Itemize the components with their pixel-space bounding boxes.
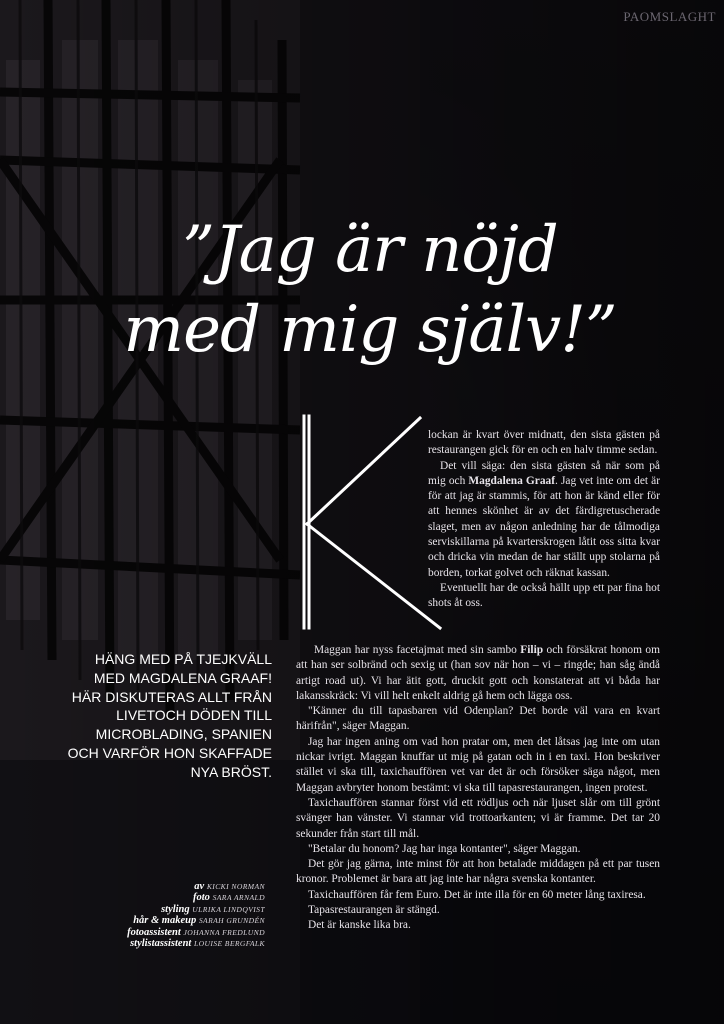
drop-cap-k — [296, 412, 446, 632]
intro-paragraph-3: Eventuellt har de också hällt upp ett par fina hot shots åt oss. — [428, 581, 660, 610]
body-paragraph: Jag har ingen aning om vad hon pratar om, men det låtsas jag inte om utan nickar ivrigt. Maggan knuffar ut mig på gatan och in i en taxi. Hon beskriver stället vi ska till, taxichauffören vet var det är och försöker säga något, men Maggan avbryter honom bestämt: vi ska till tapasrestaurangen, ingen protest. — [296, 735, 660, 794]
credit-role: stylistassistent — [130, 938, 192, 950]
body-text-run: . Jag vet inte om det är för att jag är stammis, för att hon är känd eller för att hennes skönhet är av det färdigretuscherade slaget, men av någon anledning har de tålmodiga serviskillarna på kvarterskrogen låtit oss sitta kvar och dricka vin medan de har ställt upp stolarna på borden, torkat golvet och räknat kassan. — [428, 474, 661, 579]
intro-column — [428, 428, 660, 612]
body-paragraph: "Känner du till tapasbaren vid Odenplan? Det borde väl vara en kvart härifrån", säger Maggan. — [296, 705, 660, 733]
body-paragraph: "Betalar du honom? Jag har inga kontanter", säger Maggan. — [308, 842, 581, 855]
body-text-run: Maggan har nyss facetajmat med sin sambo — [314, 644, 521, 656]
credit-row — [60, 927, 265, 938]
credit-name: SARAH GRUNDÉN — [198, 916, 265, 926]
headline-quote — [40, 210, 700, 370]
credit-name: KICKI NORMAN — [206, 882, 265, 891]
credits-block — [60, 881, 265, 949]
credit-role: foto — [193, 892, 210, 904]
credit-row — [60, 915, 265, 926]
body-paragraph-1 — [296, 643, 660, 704]
credit-role: fotoassistent — [127, 926, 181, 938]
headline-line-2: med mig själv!” — [123, 293, 617, 367]
credit-role: av — [194, 881, 205, 892]
headline-line-1: ”Jag är nöjd — [182, 213, 558, 287]
body-paragraph: Taxichauffören får fem Euro. Det är inte illa för en 60 meter lång taxiresa. — [308, 888, 646, 901]
section-label: PAOMSLAGHT — [623, 9, 716, 24]
body-text-run: Det vill säga: den sista gästen så när som på mig och — [428, 459, 660, 487]
body-text-run: och försäkrat honom om att han ser solbränd och sexig ut (han sov när hon – vi – ringde; han såg ändå artigt road ut). Vi har ätit gott, druckit gott och konstaterat att vi båda har lakansskräck: Vi vill helt enkelt aldrig gå hem och lägga oss. — [296, 644, 660, 702]
bold-name-filip: Filip — [520, 644, 544, 656]
credit-row — [60, 892, 265, 903]
body-paragraph: Det gör jag gärna, inte minst för att hon betalade middagen på ett par tusen kronor. Problemet är bara att jag inte har några svenska kontanter. — [296, 858, 660, 886]
intro-paragraph-1: lockan är kvart över midnatt, den sista gästen på restaurangen gick för en och en halv timme sedan. — [428, 429, 660, 457]
body-paragraph: Det är kanske lika bra. — [308, 919, 411, 932]
bold-name-magdalena: Magdalena Graaf — [468, 474, 556, 487]
ingress-text: HÄNG MED PÅ TJEJKVÄLL MED MAGDALENA GRAAF! HÄR DISKUTERAS ALLT FRÅN LIVETOCH DÖDEN TILL MICROBLADING, SPANIEN OCH VARFÖR HON SKAFFADE NYA BRÖST. — [67, 651, 272, 780]
credit-role: styling — [161, 903, 190, 915]
credit-name: SARA ARNALD — [212, 893, 265, 903]
credit-name: JOHANNA FREDLUND — [183, 927, 265, 937]
credit-row — [60, 938, 265, 949]
body-text — [296, 643, 660, 934]
body-paragraph: Taxichauffören stannar först vid ett rödljus och när ljuset slår om till grönt svänger han vänster. Vi stannar vid trottoarkanten; vi är framme. Det tar 20 sekunder från start till mål. — [296, 796, 660, 840]
body-paragraph: Tapasrestaurangen är stängd. — [308, 904, 440, 917]
credit-row — [60, 904, 265, 915]
credit-role: hår & makeup — [133, 915, 197, 927]
credit-row — [60, 881, 265, 892]
credit-name: LOUISE BERGFALK — [193, 939, 265, 949]
credit-name: ULRIKA LINDQVIST — [192, 904, 265, 914]
intro-paragraph-2 — [428, 459, 660, 581]
